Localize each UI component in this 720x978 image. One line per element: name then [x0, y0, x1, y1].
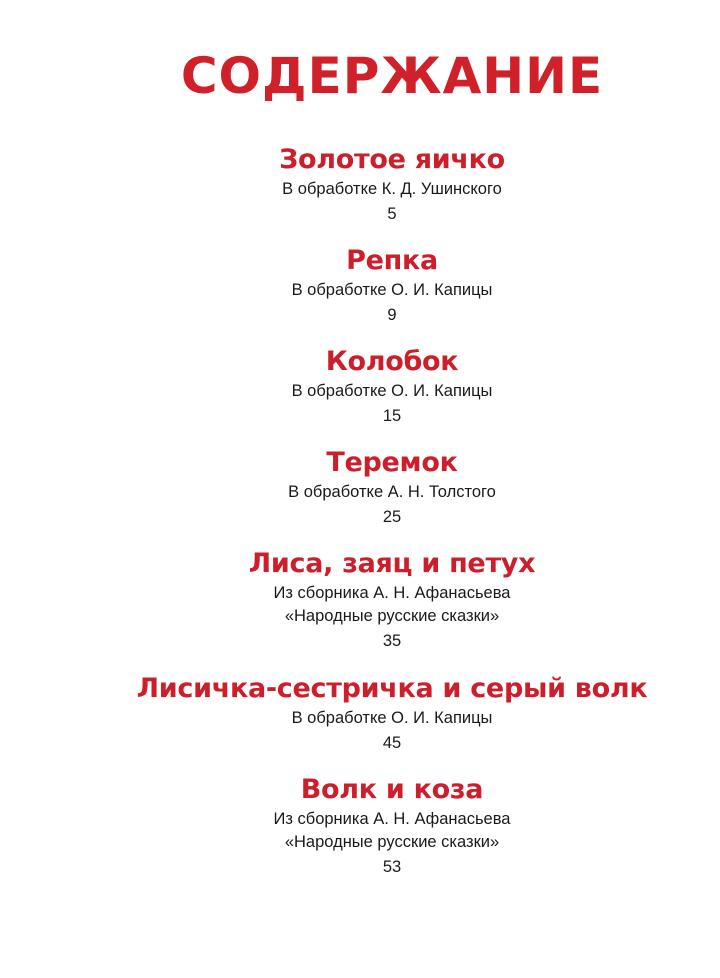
- entry-credit: В обработке К. Д. Ушинского: [282, 180, 502, 198]
- entry-title: Волк и коза: [300, 774, 484, 805]
- entry-title: Колобок: [325, 346, 459, 377]
- entry-title: Теремок: [326, 447, 458, 478]
- contents-entry-volk-i-koza: [0, 772, 720, 880]
- entry-title: Золотое яичко: [279, 144, 505, 175]
- entry-page-number: 5: [387, 205, 397, 223]
- contents-entry-lisichka-sestrichka: [0, 671, 720, 756]
- entry-credit: Из сборника А. Н. Афанасьева: [273, 810, 511, 828]
- entry-credit: В обработке А. Н. Толстого: [288, 483, 496, 501]
- entry-title: Лисичка-сестричка и серый волк: [136, 673, 648, 704]
- entry-title: Лиса, заяц и петух: [248, 548, 536, 579]
- entry-page-number: 9: [387, 306, 397, 324]
- entry-page-number: 15: [382, 407, 402, 425]
- entry-credit: Из сборника А. Н. Афанасьева: [273, 584, 511, 602]
- entry-credit: В обработке О. И. Капицы: [291, 281, 493, 299]
- entry-page-number: 35: [382, 632, 402, 650]
- contents-entry-kolobok: [0, 344, 720, 429]
- entry-page-number: 53: [382, 858, 402, 876]
- entry-credit-collection: «Народные русские сказки»: [284, 607, 500, 625]
- contents-entry-zolotoe-yaichko: [0, 142, 720, 227]
- contents-heading: СОДЕРЖАНИЕ: [180, 47, 604, 105]
- entry-credit: В обработке О. И. Капицы: [291, 382, 493, 400]
- entry-page-number: 25: [382, 508, 402, 526]
- contents-entry-repka: [0, 243, 720, 328]
- entry-credit-collection: «Народные русские сказки»: [284, 833, 500, 851]
- contents-entry-lisa-zayats-petukh: [0, 546, 720, 654]
- entry-credit: В обработке О. И. Капицы: [291, 709, 493, 727]
- entry-page-number: 45: [382, 734, 402, 752]
- contents-entry-teremok: [0, 445, 720, 530]
- entry-title: Репка: [346, 245, 438, 276]
